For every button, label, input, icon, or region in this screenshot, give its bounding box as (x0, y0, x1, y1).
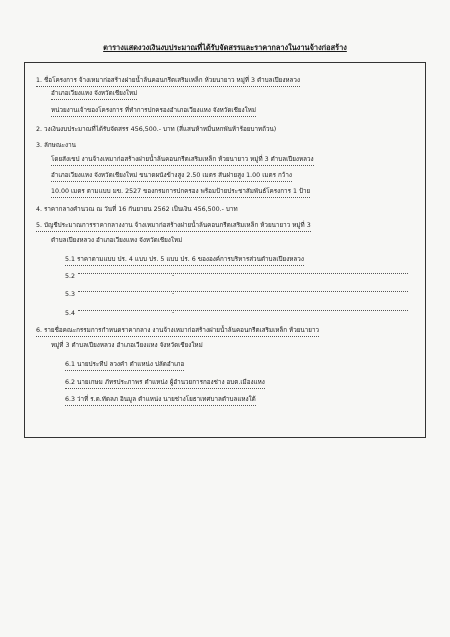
item3-line3: 10.00 เมตร ตามแบบ มข. 2527 ของกรมการปกครอง พร้อมป้ายประชาสัมพันธ์โครงการ 1 ป้าย (51, 188, 310, 198)
item5-line2: ตำบลเปียงหลวง อำเภอเวียงแหง จังหวัดเชียงใหม่ (51, 237, 183, 244)
item5-sub2-line (78, 273, 408, 274)
document-title: ตารางแสดงวงเงินงบประมาณที่ได้รับจัดสรรและราคากลางในงานจ้างก่อสร้าง (103, 43, 347, 52)
item5-sub3-dash: - (172, 290, 175, 297)
item3-heading: 3. ลักษณะงาน (36, 142, 76, 149)
item6-member2: 6.2 นายเกษม ภัทรประภาพร ตำแหน่ง ผู้อำนวยการกองช่าง อบต.เมืองแหง (65, 379, 265, 389)
item5-sub3-line (78, 291, 408, 292)
item3-line2: อำเภอเวียงแหง จังหวัดเชียงใหม่ ขนาดผนังข้างสูง 2.50 เมตร สันฝายสูง 1.00 เมตร กว้าง (51, 172, 292, 182)
item6-member1: 6.1 นายประทีป ลวงคำ ตำแหน่ง ปลัดอำเภอ (65, 361, 184, 371)
item5-sub4-line (78, 310, 408, 311)
item6-line1: 6. รายชื่อคณะกรรมการกำหนดราคากลาง งานจ้างเหมาก่อสร้างฝายน้ำล้นคอนกรีตเสริมเหล็ก ห้วยนายาว (36, 327, 319, 337)
item1-line2: อำเภอเวียงแหง จังหวัดเชียงใหม่ (51, 90, 137, 100)
item5-sub4-dash: - (172, 309, 175, 316)
item4-reference-price: 4. ราคากลางคำนวณ ณ วันที่ 16 กันยายน 2562 เป็นเงิน 456,500.- บาท (36, 206, 238, 213)
item2-budget: 2. วงเงินงบประมาณที่ได้รับจัดสรร 456,500.- บาท (สี่แสนห้าหมื่นหกพันห้าร้อยบาทถ้วน) (36, 126, 277, 133)
item3-line1: โดยสังเขป งานจ้างเหมาก่อสร้างฝายน้ำล้นคอนกรีตเสริมเหล็ก ห้วยนายาว หมู่ที่ 3 ตำบลเปียงหลวง (51, 156, 314, 166)
item1-line3: หน่วยงานเจ้าของโครงการ ที่ทำการปกครองอำเภอเวียงแหง จังหวัดเชียงใหม่ (51, 107, 256, 117)
item5-line1: 5. บัญชีประมาณการราคากลางงาน จ้างเหมาก่อสร้างฝายน้ำล้นคอนกรีตเสริมเหล็ก ห้วยนายาว หมู่ที่ 3 (36, 222, 311, 232)
item5-sub3-label: 5.3 (65, 291, 76, 298)
item5-sub4-label: 5.4 (65, 310, 76, 317)
item5-sub1: 5.1 ราคาตามแบบ ปร. 4 แบบ ปร. 5 แบบ ปร. 6 ขององค์การบริหารส่วนตำบลเปียงหลวง (65, 256, 304, 266)
item5-sub2-label: 5.2 (65, 273, 76, 280)
item6-line2: หมู่ที่ 3 ตำบลเปียงหลวง อำเภอเวียงแหง จังหวัดเชียงใหม่ (51, 342, 203, 349)
item1-line1: 1. ชื่อโครงการ จ้างเหมาก่อสร้างฝายน้ำล้นคอนกรีตเสริมเหล็ก ห้วยนายาว หมู่ที่ 3 ตำบลเปียงหลวง (36, 77, 300, 87)
item5-sub2-dash: - (172, 272, 175, 279)
item6-member3: 6.3 ว่าที่ ร.ต.ทัดลภ อินมูล ตำแหน่ง นายช่างโยธาเทศบาลตำบลแหงใต้ (65, 396, 256, 406)
